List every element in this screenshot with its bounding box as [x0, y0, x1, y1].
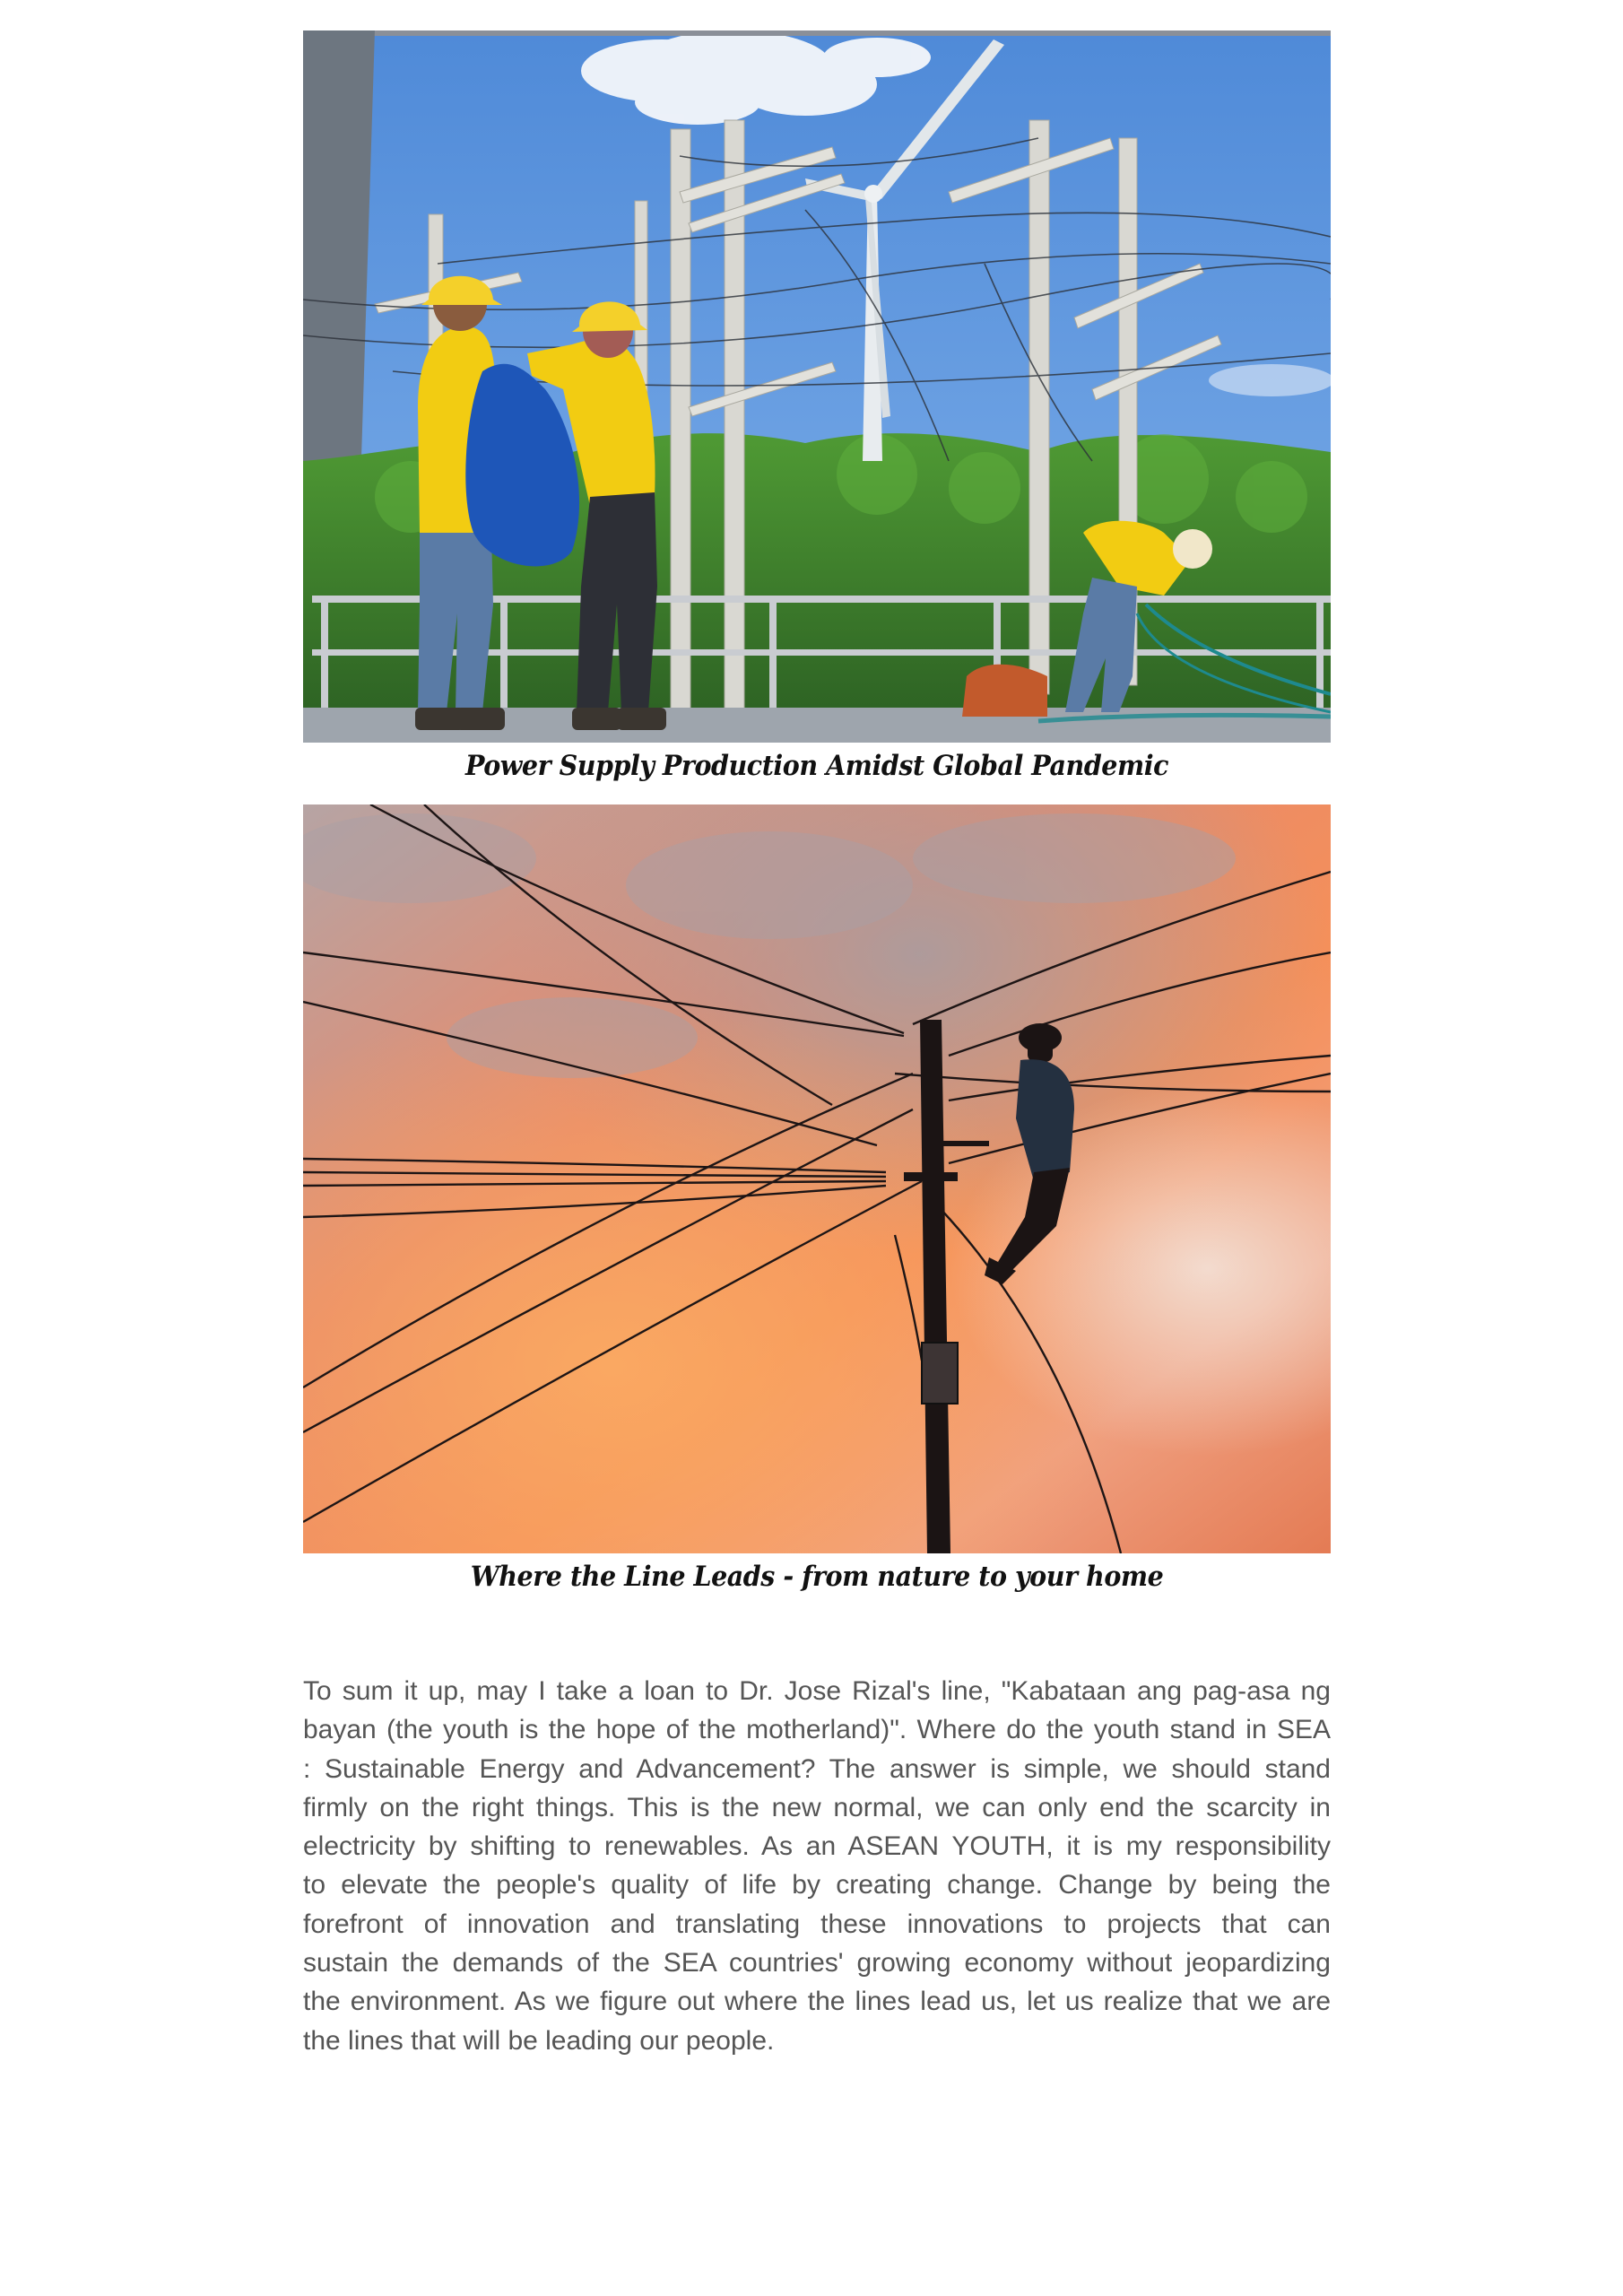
paragraph-line: electricity by shifting to renewables. As an ASEAN YOUTH, it is my responsibility — [303, 1831, 1331, 1862]
paragraph-line: forefront of innovation and translating these innovations to projects that can — [303, 1909, 1331, 1939]
paragraph-line: bayan (the youth is the hope of the motherland)". Where do the youth stand in SEA — [303, 1715, 1331, 1745]
orange-tarp — [962, 665, 1047, 717]
photo-linemen-substation — [303, 30, 1331, 743]
paragraph-line: the lines that will be leading our people. — [303, 2025, 775, 2056]
junction-box — [922, 1343, 958, 1404]
paragraph-line: : Sustainable Energy and Advancement? The answer is simple, we should stand — [303, 1753, 1331, 1784]
photo-linemen-substation-graphic — [303, 30, 1331, 743]
paragraph-line: To sum it up, may I take a loan to Dr. Jose Rizal's line, "Kabataan ang pag-asa ng — [303, 1676, 1331, 1706]
photo-lineman-sunset-graphic — [303, 804, 1331, 1553]
figure-caption-1: Power Supply Production Amidst Global Pandemic — [465, 750, 1168, 782]
paragraph-line: the environment. As we figure out where the lines lead us, let us realize that we are — [303, 1987, 1331, 2017]
paragraph-line: sustain the demands of the SEA countries' growing economy without jeopardizing — [303, 1948, 1331, 1979]
photo-lineman-sunset — [303, 804, 1331, 1553]
paragraph-line: to elevate the people's quality of life by creating change. Change by being the — [303, 1870, 1331, 1900]
conclusion-paragraph — [303, 1672, 1331, 2060]
paragraph-line: firmly on the right things. This is the new normal, we can only end the scarcity in — [303, 1792, 1331, 1822]
figure-caption-2: Where the Line Leads - from nature to your home — [470, 1561, 1164, 1593]
